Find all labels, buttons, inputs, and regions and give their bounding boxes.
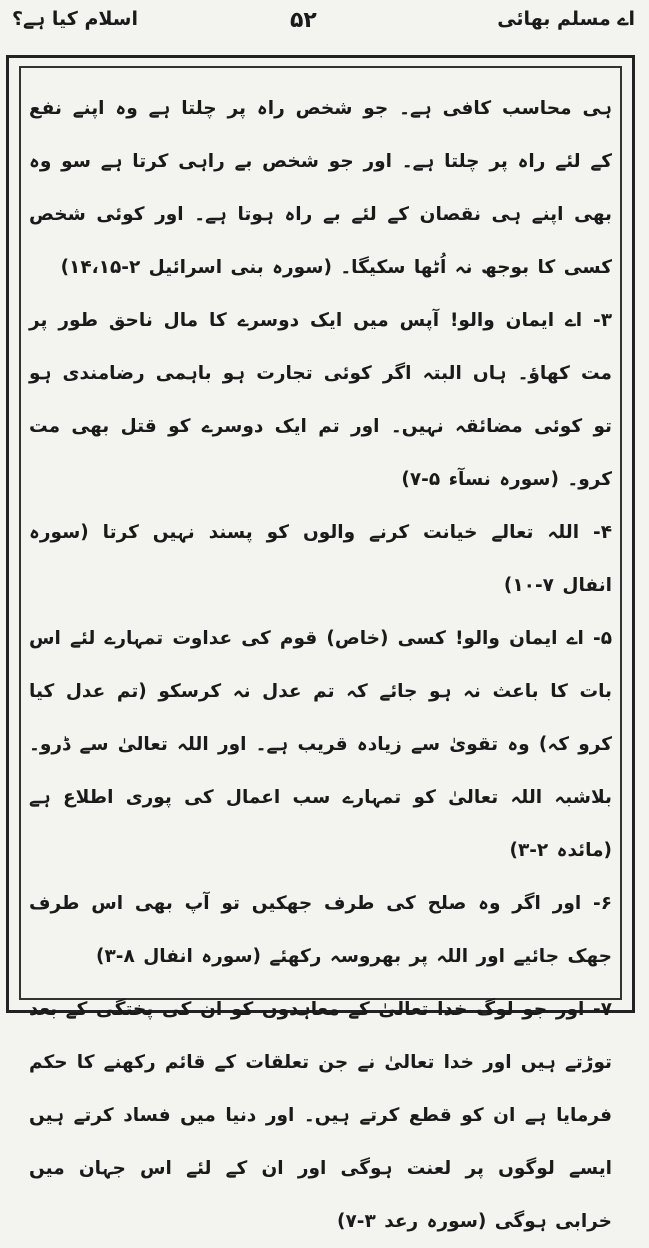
page-border-inner (19, 66, 622, 1232)
paragraph-verse-5: ۵- اے ایمان والو! کسی (خاص) قوم کی عداوت تمہارے لئے اس بات کا باعث نہ ہو جائے کہ تم عدل نہ کرسکو (تم عدل کیا کرو کہ) وہ تقویٰ سے زیادہ قریب ہے۔ اور اللہ تعالیٰ سے ڈرو۔ بلاشبہ اللہ تعالیٰ کو تمہارے سب اعمال کی پوری اطلاع ہے (مائدہ ۲-۳) (29, 628, 612, 861)
paragraph-verse-4: ۴- اللہ تعالے خیانت کرنے والوں کو پسند نہیں کرتا (سورہ انفال ۷-۱۰) (29, 522, 612, 596)
running-title-right: اے مسلم بھائی (497, 8, 635, 30)
page-border-outer (6, 55, 635, 1232)
paragraph-1: ہی محاسب کافی ہے۔ جو شخص راہ پر چلتا ہے وہ اپنے نفع کے لئے راہ پر چلتا ہے۔ اور جو شخص بے راہی کرتا ہے سو وہ بھی اپنے ہی نقصان کے لئے بے راہ ہوتا ہے۔ اور کوئی شخص کسی کا بوجھ نہ اُٹھا سکیگا۔ (سورہ بنی اسرائیل ۲-۱۴،۱۵) (29, 98, 612, 278)
body-text (29, 82, 612, 1248)
page-header (0, 0, 649, 52)
page-number: ۵۲ (290, 8, 317, 33)
paragraph-verse-3: ۳- اے ایمان والو! آپس میں ایک دوسرے کا مال ناحق طور پر مت کھاؤ۔ ہاں البتہ اگر کوئی تجارت ہو باہمی رضامندی ہو تو کوئی مضائقہ نہیں۔ اور تم ایک دوسرے کو قتل بھی مت کرو۔ (سورہ نسآء ۵-۷) (29, 310, 612, 490)
paragraph-verse-7: ۷- اور جو لوگ خدا تعالیٰ کے معاہدوں کو ان کی پختگی کے بعد توڑتے ہیں اور خدا تعالیٰ نے جن تعلقات کے قائم رکھنے کا حکم فرمایا ہے ان کو قطع کرتے ہیں۔ اور دنیا میں فساد کرتے ہیں ایسے لوگوں پر لعنت ہوگی اور ان کے لئے اس جہان میں خرابی ہوگی (سورہ رعد ۳-۷) (29, 999, 612, 1232)
paragraph-verse-6: ۶- اور اگر وہ صلح کی طرف جھکیں تو آپ بھی اس طرف جھک جائیے اور اللہ پر بھروسہ رکھئے (سورہ انفال ۸-۳) (29, 893, 612, 967)
running-title-left: اسلام کیا ہے؟ (12, 8, 139, 30)
